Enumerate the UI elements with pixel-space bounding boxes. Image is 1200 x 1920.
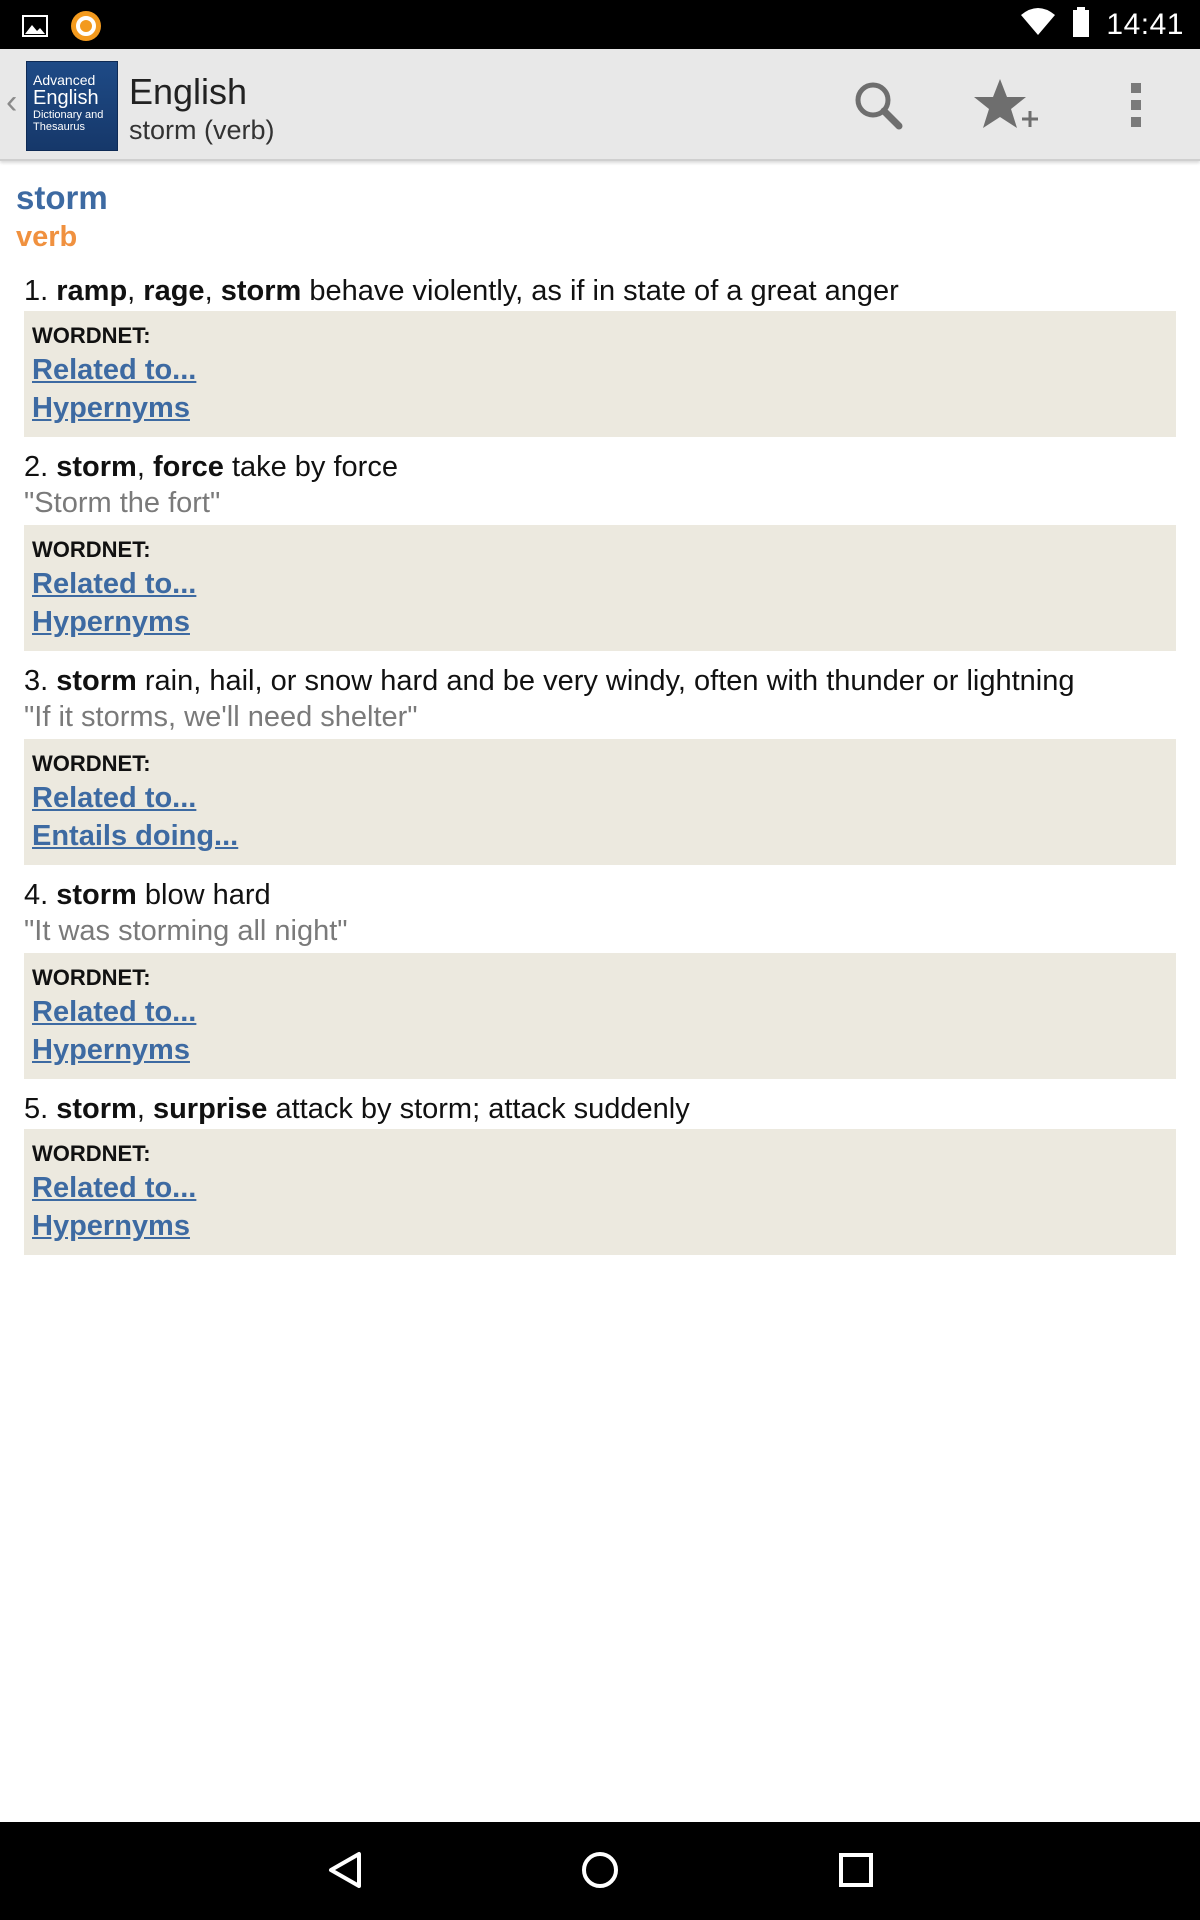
sense-word: rage — [143, 275, 205, 307]
home-icon — [580, 1850, 620, 1895]
orange-circle-app-icon — [70, 10, 102, 47]
image-notification-icon — [22, 13, 48, 44]
sense-definition: attack by storm; attack suddenly — [275, 1093, 690, 1125]
wordnet-box — [24, 525, 1176, 651]
status-system — [1020, 0, 1184, 49]
search-icon — [852, 79, 904, 136]
hypernyms-link[interactable]: Hypernyms — [32, 606, 190, 638]
sense-definition-line: 2. storm, force take by force — [24, 451, 398, 483]
sense-word: ramp — [56, 275, 128, 307]
wordnet-label: WORDNET: — [32, 1141, 151, 1166]
app-subtitle: storm (verb) — [129, 115, 275, 145]
sense-definition-line — [24, 877, 1176, 913]
related-to-link[interactable]: Related to... — [32, 782, 197, 814]
related-to-link[interactable]: Related to... — [32, 996, 197, 1028]
wordnet-box — [24, 311, 1176, 437]
wordnet-box — [24, 739, 1176, 865]
sense-number: 4. — [24, 879, 49, 911]
app-logo[interactable] — [26, 61, 118, 151]
recents-icon — [836, 1850, 876, 1895]
nav-recents-button[interactable] — [826, 1842, 886, 1902]
sense-definition-line: 1. ramp, rage, storm behave violently, as if in state of a great anger — [24, 275, 899, 307]
hypernyms-link[interactable]: Hypernyms — [32, 1210, 190, 1242]
wordnet-label: WORDNET: — [32, 537, 151, 562]
logo-line-3: Dictionary and — [33, 109, 104, 121]
entails-doing-link[interactable]: Entails doing... — [32, 820, 239, 852]
headword: storm — [16, 179, 108, 216]
wordnet-box — [24, 953, 1176, 1079]
sense-word: force — [152, 451, 224, 483]
up-navigation-chevron-icon[interactable]: ‹ — [6, 83, 18, 121]
logo-line-4: Thesaurus — [33, 121, 85, 133]
sense-definition: behave violently, as if in state of a great anger — [309, 275, 899, 307]
search-button[interactable] — [846, 75, 910, 139]
sense-word: storm — [56, 451, 137, 483]
related-to-link[interactable]: Related to... — [32, 568, 197, 600]
nav-back-button[interactable] — [315, 1842, 375, 1902]
app-bar — [0, 49, 1200, 161]
sense-item — [24, 877, 1176, 1079]
add-favorite-button[interactable] — [974, 75, 1038, 139]
sense-item — [24, 449, 1176, 651]
logo-line-2: English — [33, 87, 99, 109]
wordnet-label: WORDNET: — [32, 751, 151, 776]
sense-number: 2. — [24, 451, 49, 483]
sense-definition: take by force — [231, 451, 398, 483]
battery-icon — [1072, 7, 1090, 42]
system-navigation-bar — [0, 1822, 1200, 1920]
app-title: English — [129, 71, 248, 112]
logo-line-1: Advanced — [33, 72, 96, 88]
sense-word: storm — [56, 1093, 137, 1125]
status-notifications — [22, 10, 102, 47]
hypernyms-link[interactable]: Hypernyms — [32, 392, 190, 424]
wordnet-label: WORDNET: — [32, 323, 151, 348]
sense-number: 5. — [24, 1093, 49, 1125]
related-to-link[interactable]: Related to... — [32, 1172, 197, 1204]
sense-item — [24, 1091, 1176, 1255]
sense-definition-line: 5. storm, surprise attack by storm; attack suddenly — [24, 1093, 690, 1125]
back-icon — [325, 1850, 365, 1895]
sense-item — [24, 273, 1176, 437]
wordnet-label: WORDNET: — [32, 965, 151, 990]
hypernyms-link[interactable]: Hypernyms — [32, 1034, 190, 1066]
sense-example: "It was storming all night" — [24, 915, 348, 947]
wordnet-box — [24, 1129, 1176, 1255]
status-time: 14:41 — [1106, 7, 1184, 41]
sense-definition-line — [24, 663, 1176, 699]
sense-word: storm — [220, 275, 302, 307]
status-bar — [0, 0, 1200, 49]
sense-word: storm — [56, 665, 137, 697]
sense-word: surprise — [152, 1093, 268, 1125]
sense-number: 1. — [24, 275, 49, 307]
sense-number: 3. — [24, 665, 49, 697]
part-of-speech: verb — [16, 221, 78, 253]
sense-example: "If it storms, we'll need shelter" — [24, 701, 418, 733]
overflow-menu-icon — [1128, 83, 1144, 132]
sense-item — [24, 663, 1176, 865]
add-favorite-star-icon — [972, 77, 1040, 138]
overflow-menu-button[interactable] — [1104, 75, 1168, 139]
sense-definition: blow hard — [144, 879, 271, 911]
nav-home-button[interactable] — [570, 1842, 630, 1902]
related-to-link[interactable]: Related to... — [32, 354, 197, 386]
wifi-icon — [1020, 7, 1056, 42]
sense-word: storm — [56, 879, 137, 911]
sense-definition: rain, hail, or snow hard and be very windy, often with thunder or lightning — [144, 665, 1075, 697]
sense-example: "Storm the fort" — [24, 487, 221, 519]
